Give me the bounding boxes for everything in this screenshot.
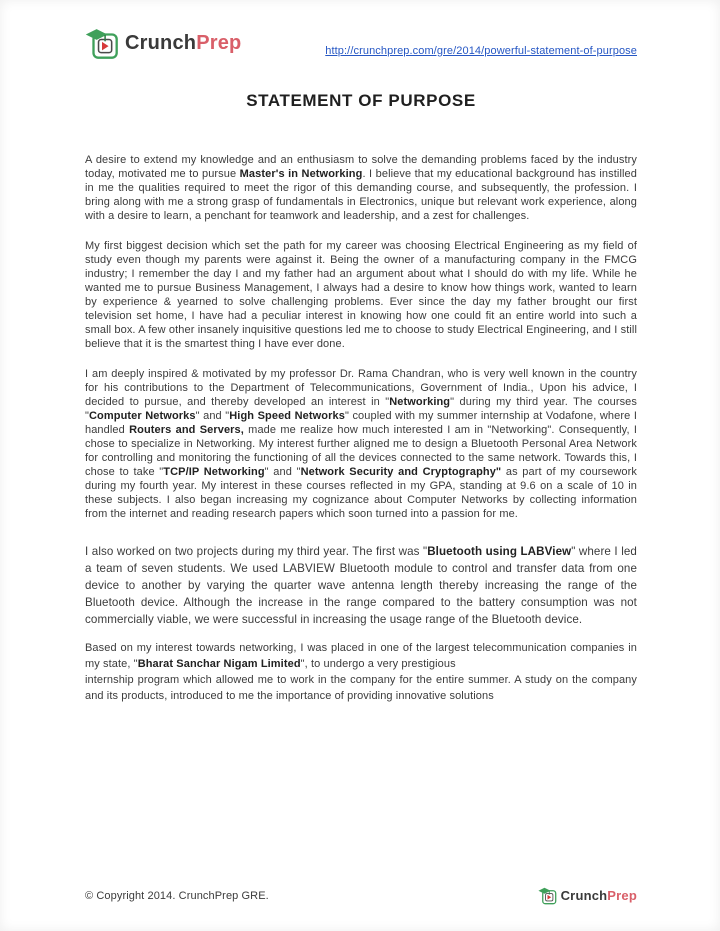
crunchprep-footer-logo — [538, 886, 637, 905]
crunchprep-footer-logo-icon — [538, 886, 557, 905]
text-run: internship program which allowed me to work in the company for the entire summer. A study on the company and its products, introduced to me the importance of providing innovative solutions — [85, 674, 637, 702]
text-run: " during my third year. The courses " — [85, 396, 637, 422]
text-run: as part of my coursework during my fourth year. My interest in these courses reflected in my GPA, standing at 9.6 on a scale of 10 in these subjects. I also began increasing my cognizance about Computer Networks by collecting information from the internet and reading research papers which soon turned into a passion for me. — [85, 466, 638, 520]
document-body — [85, 153, 637, 704]
text-run: ", to undergo a very prestigious — [300, 658, 456, 670]
text-run: " and " — [195, 410, 230, 422]
footer-logo-text-prep: Prep — [607, 888, 637, 903]
crunchprep-logo — [85, 26, 241, 60]
bold-text-run: Master's in Networking — [239, 168, 363, 180]
text-run: A desire to extend my knowledge and an enthusiasm to solve the demanding problems faced by the industry today, motivated me to pursue — [85, 154, 637, 180]
paragraph — [85, 153, 637, 223]
bold-text-run: Networking — [389, 396, 451, 408]
page-title: STATEMENT OF PURPOSE — [246, 91, 476, 110]
bold-text-run: High Speed Networks — [229, 410, 345, 422]
text-run: My first biggest decision which set the path for my career was choosing Electrical Engineering as my field of study even though my parents were against it. Being the owner of a manufacturing company in the FMCG industry; I remember the day I and my father had an argument about what I should do with my life. While he wanted me to pursue Business Management, I always had a desire to know how things work, wanted to learn by experience & yearned to solve challenging problems. Ever since the day my father brought our first television set home, I have had a peculiar interest in knowing how one could fit an entire world into such a small box. A few other insanely inquisitive questions led me to choose to study Electrical Engineering, and I still believe that it is the smartest thing I have ever done. — [85, 240, 637, 350]
crunchprep-logo-text — [125, 32, 241, 55]
header — [85, 20, 637, 60]
copyright-text: © Copyright 2014. CrunchPrep GRE. — [85, 889, 269, 902]
text-run: " and " — [264, 466, 301, 478]
footer — [85, 886, 637, 905]
bold-text-run: Computer Networks — [89, 410, 196, 422]
text-run: I also worked on two projects during my third year. The first was " — [85, 545, 428, 558]
paragraph — [85, 640, 637, 704]
footer-logo-text — [561, 888, 637, 903]
paragraph — [85, 543, 637, 628]
bold-text-run: Routers and Servers, — [129, 424, 244, 436]
text-run: I am deeply inspired & motivated by my professor Dr. Rama Chandran, who is very well known in the country for his contributions to the Department of Telecommunications, Government of India., Upon his advice, I decided to pursue, and thereby developed an interest in " — [85, 368, 637, 408]
footer-logo-text-crunch: Crunch — [560, 888, 608, 903]
bold-text-run: Bharat Sanchar Nigam Limited — [137, 658, 301, 670]
text-run: made me realize how much interested I am in "Networking". Consequently, I chose to specialize in Networking. My interest further aligned me to design a Bluetooth Personal Area Network for controlling and monitoring the functioning of all the devices connected to the same network. Towards this, I chose to take " — [85, 424, 637, 478]
spacer — [85, 704, 637, 886]
bold-text-run: TCP/IP Networking — [163, 466, 265, 478]
text-run: . I believe that my educational background has instilled in me the qualities required to meet the rigor of this demanding course, and subsequently, the profession. I bring along with me a strong grasp of fundamentals in Electronics, unique but relevant work experience, along with a desire to learn, a penchant for teamwork and leadership, and a zest for challenges. — [85, 168, 637, 222]
source-url-link[interactable]: http://crunchprep.com/gre/2014/powerful-statement-of-purpose — [325, 45, 637, 57]
text-run: " coupled with my summer internship at Vodafone, where I handled — [85, 410, 637, 436]
text-run: Based on my interest towards networking, I was placed in one of the largest telecommunication companies in my state, " — [85, 642, 637, 670]
logo-text-prep: Prep — [196, 31, 242, 54]
bold-text-run: Bluetooth using LABView — [427, 545, 572, 558]
text-run: " where I led a team of seven students. We used LABVIEW Bluetooth module to control and transfer data from one device to another by varying the quarter wave antenna length thereby increasing the range of the Bluetooth device. Although the increase in the range compared to the battery consumption was not commercially viable, we were successful in increasing the usage range of the Bluetooth device. — [85, 545, 637, 626]
bold-text-run: Network Security and Cryptography" — [300, 466, 502, 478]
paragraph — [85, 367, 637, 521]
logo-text-crunch: Crunch — [125, 31, 197, 54]
crunchprep-logo-icon — [85, 26, 119, 60]
paragraph — [85, 239, 637, 351]
